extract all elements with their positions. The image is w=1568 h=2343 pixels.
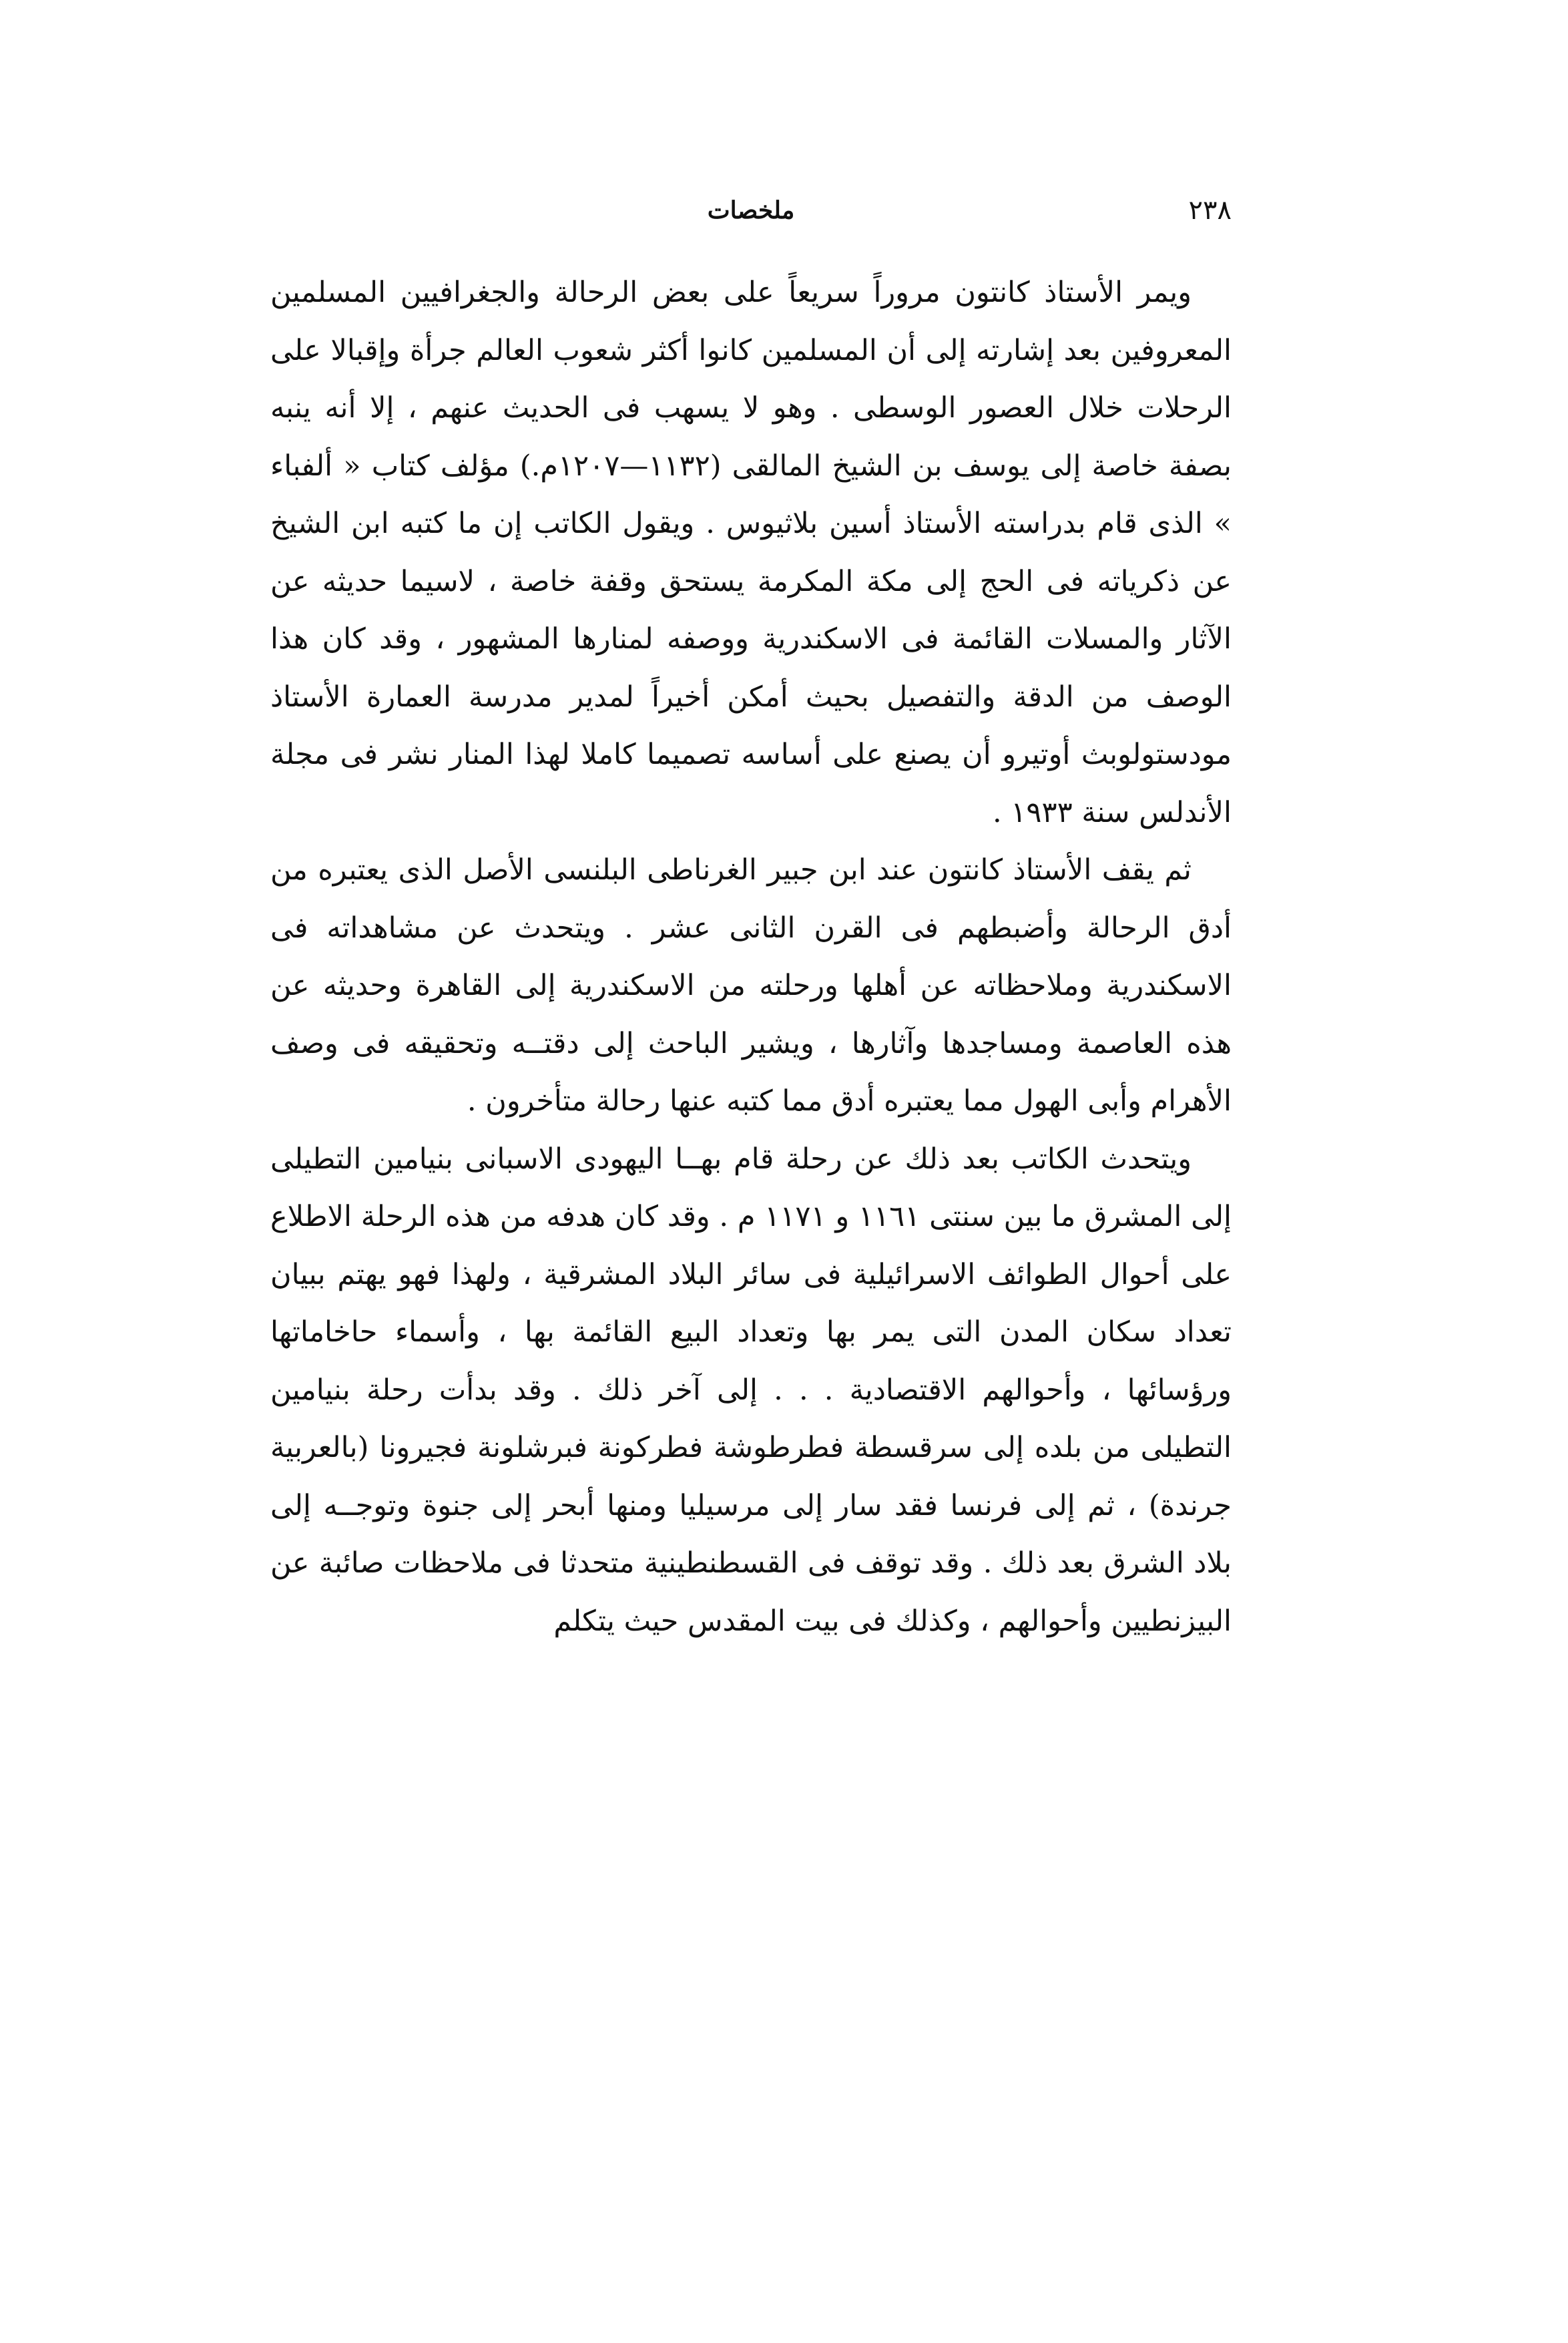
page-number: ٢٣٨ bbox=[1188, 195, 1232, 226]
paragraph-1 bbox=[270, 264, 1232, 841]
paragraph-2-text: ثم يقف الأستاذ كانتون عند ابن جبير الغرناطى البلنسى الأصل الذى يعتبره من أدق الرحالة وأضبطهم فى القرن الثانى عشر . ويتحدث عن مشاهداته فى الاسكندرية وملاحظاته عن أهلها ورحلته من الاسكندرية إلى القاهرة وحديثه عن هذه العاصمة ومساجدها وآثارها ، ويشير الباحث إلى دقتــه وتحقيقه فى وصف الأهرام وأبى الهول مما يعتبره أدق مما كتبه عنها رحالة متأخرون . bbox=[270, 853, 1232, 1118]
paragraph-2 bbox=[270, 841, 1232, 1130]
running-title: ملخصات bbox=[707, 196, 795, 224]
page-header bbox=[270, 190, 1232, 237]
paragraph-3-text: ويتحدث الكاتب بعد ذلك عن رحلة قام بهــا اليهودى الاسبانى بنيامين التطيلى إلى المشرق ما بين سنتى ١١٦١ و ١١٧١ م . وقد كان هدفه من هذه الرحلة الاطلاع على أحوال الطوائف الاسرائيلية فى سائر البلاد المشرقية ، ولهذا فهو يهتم ببيان تعداد سكان المدن التى يمر بها وتعداد البيع القائمة بها ، وأسماء حاخاماتها ورؤسائها ، وأحوالهم الاقتصادية . . . إلى آخر ذلك . وقد بدأت رحلة بنيامين التطيلى من بلده إلى سرقسطة فطرطوشة فطركونة فبرشلونة فجيرونا (بالعربية جرندة) ، ثم إلى فرنسا فقد سار إلى مرسيليا ومنها أبحر إلى جنوة وتوجــه إلى بلاد الشرق بعد ذلك . وقد توقف فى القسطنطينية متحدثا فى ملاحظات صائبة عن البيزنطيين وأحوالهم ، وكذلك فى بيت المقدس حيث يتكلم bbox=[270, 1142, 1232, 1638]
paragraph-1-text: ويمر الأستاذ كانتون مروراً سريعاً على بعض الرحالة والجغرافيين المسلمين المعروفين بعد إشارته إلى أن المسلمين كانوا أكثر شعوب العالم جرأة وإقبالا على الرحلات خلال العصور الوسطى . وهو لا يسهب فى الحديث عنهم ، إلا أنه ينبه بصفة خاصة إلى يوسف بن الشيخ المالقى (١١٣٢—١٢٠٧م.) مؤلف كتاب « ألفباء » الذى قام بدراسته الأستاذ أسين بلاثيوس . ويقول الكاتب إن ما كتبه ابن الشيخ عن ذكرياته فى الحج إلى مكة المكرمة يستحق وقفة خاصة ، لاسيما حديثه عن الآثار والمسلات القائمة فى الاسكندرية ووصفه لمنارها المشهور ، وقد كان هذا الوصف من الدقة والتفصيل بحيث أمكن أخيراً لمدير مدرسة العمارة الأستاذ مودستولوبث أوتيرو أن يصنع على أساسه تصميما كاملا لهذا المنار نشر فى مجلة الأندلس سنة ١٩٣٣ . bbox=[270, 276, 1232, 829]
body-text bbox=[270, 264, 1232, 1650]
paragraph-3 bbox=[270, 1130, 1232, 1651]
